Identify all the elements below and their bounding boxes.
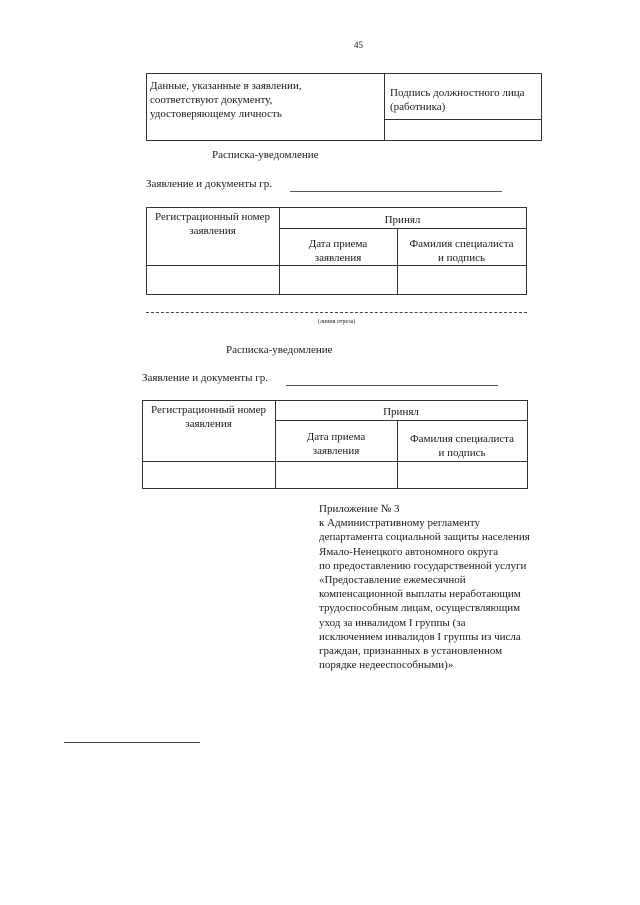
reg-number-header: Регистрационный номер заявления [154, 211, 271, 237]
receipt-statement: Заявление и документы гр. [142, 372, 268, 384]
date-header: Дата приема заявления [308, 238, 368, 264]
receipt-title: Расписка-уведомление [212, 149, 319, 161]
verification-line: соответствуют документу, [150, 94, 273, 106]
cut-line [146, 312, 527, 313]
reg-number-header: Регистрационный номер заявления [150, 404, 267, 430]
verification-line: Данные, указанные в заявлении, [150, 80, 302, 92]
page-number: 45 [354, 40, 363, 50]
receipt-statement: Заявление и документы гр. [146, 178, 272, 190]
appendix-line: уход за инвалидом I группы (за [319, 616, 466, 629]
verification-text [150, 79, 302, 121]
appendix-line: граждан, признанных в установленном [319, 645, 503, 658]
appendix-line: исключением инвалидов I группы из числа [319, 630, 521, 643]
footnote-separator [64, 742, 200, 743]
verification-line: удостоверяющему личность [150, 108, 282, 120]
appendix-line: Приложение № 3 [319, 503, 400, 515]
accepted-header: Принял [383, 406, 419, 418]
appendix-line: порядке недееспособными)» [319, 659, 454, 672]
appendix-line: «Предоставление ежемесячной [319, 574, 466, 587]
appendix-line: компенсационной выплаты неработающим [319, 588, 521, 601]
accepted-header: Принял [384, 214, 421, 226]
appendix-line: по предоставлению государственной услуги [319, 559, 527, 572]
appendix-line: Ямало-Ненецкого автономного округа [319, 545, 499, 558]
appendix-heading [319, 502, 559, 672]
applicant-name-line [290, 191, 502, 192]
date-header: Дата приема заявления [306, 431, 366, 457]
appendix-line: трудоспособным лицам, осуществляющим [319, 602, 521, 615]
official-signature-label [390, 86, 525, 114]
receipt-title: Расписка-уведомление [226, 344, 333, 356]
appendix-line: к Административному регламенту [319, 517, 481, 530]
signature-line: Подпись должностного лица [390, 87, 525, 99]
appendix-line: департамента социальной защиты населения [319, 531, 530, 544]
applicant-name-line [286, 385, 498, 386]
signature-line: (работника) [390, 101, 446, 113]
specialist-header: Фамилия специалиста и подпись [409, 433, 515, 459]
cut-line-label: (линия отреза) [318, 319, 356, 325]
specialist-header: Фамилия специалиста и подпись [409, 238, 514, 264]
